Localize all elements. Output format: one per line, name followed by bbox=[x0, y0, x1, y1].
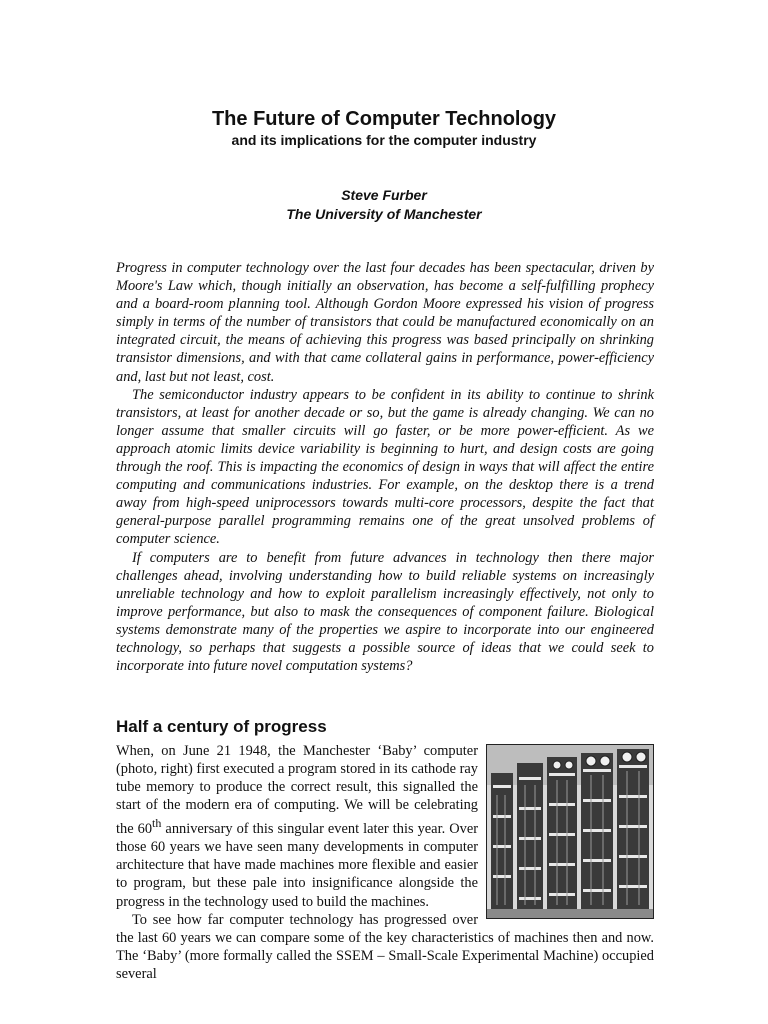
abstract-paragraph: Progress in computer technology over the last four decades has been spectacular, driven by Moore's Law which, though initially an observation, has become a self-fulfilling prophecy and a board-room planning tool. Although Gordon Moore expressed his vision of progress simply in terms of the number of transistors that could be manufactured economically on an integrated circuit, the means of achieving this progress was based principally on shrinking transistor dimensions, and with that came collateral gains in performance, power-efficiency and, last but not least, cost. bbox=[116, 260, 654, 385]
section-heading: Half a century of progress bbox=[116, 717, 327, 736]
abstract-paragraph: The semiconductor industry appears to be confident in its ability to continue to shrink transistors, at least for another decade or so, but the game is already changing. We can no longer assume that smaller circuits will go faster, or be more power-efficient. As we approach atomic limits device variability is beginning to hurt, and design costs are going through the roof. This is impacting the economics of design in ways that will affect the entire computing and communications industries. For example, on the desktop there is a trend away from high-speed uniprocessors towards multi-core processors, despite the fact that general-purpose parallel programming remains one of the great unsolved problems of computer science. bbox=[116, 386, 654, 548]
author-name: Steve Furber bbox=[341, 187, 427, 203]
paper-title: The Future of Computer Technology bbox=[211, 108, 557, 130]
body-text: anniversary of this singular event later this year. Over those 60 years we have seen many developments in computer architecture that have made machines more flexible and easier to program, but these pale into insignificance alongside the progress in the technology used to build the machines. bbox=[116, 821, 478, 910]
baby-computer-photo bbox=[486, 744, 654, 919]
abstract bbox=[116, 259, 654, 675]
author-affiliation: The University of Manchester bbox=[286, 206, 482, 222]
abstract-paragraph: If computers are to benefit from future advances in technology then there major challenges ahead, involving understanding how to build reliable systems on increasingly unreliable technology and how to exploit parallelism increasingly effectively, not only to improve performance, but also to mask the consequences of component failure. Biological systems demonstrate many of the properties we aspire to incorporate into our engineered technology, so perhaps that suggests a possible source of ideas that we could seek to incorporate into future novel computation systems? bbox=[116, 549, 654, 675]
body-paragraph: To see how far computer technology has progressed over the last 60 years we can compare some of the key characteristics of machines then and now. The ‘Baby’ (more formally called the SSEM – Small-Scale Experimental Machine) occupied several bbox=[116, 911, 654, 982]
ordinal-suffix: th bbox=[152, 816, 162, 831]
body-text: When, on June 21 1948, the Manchester ‘Baby’ computer (photo, right) first executed a program stored in its cathode ray tube memory to produce the correct result, this signalled the start of the modern era of computing. We will be celebrating the 60 bbox=[116, 743, 478, 838]
section-body bbox=[116, 742, 654, 983]
paper-subtitle: and its implications for the computer industry bbox=[231, 132, 537, 148]
